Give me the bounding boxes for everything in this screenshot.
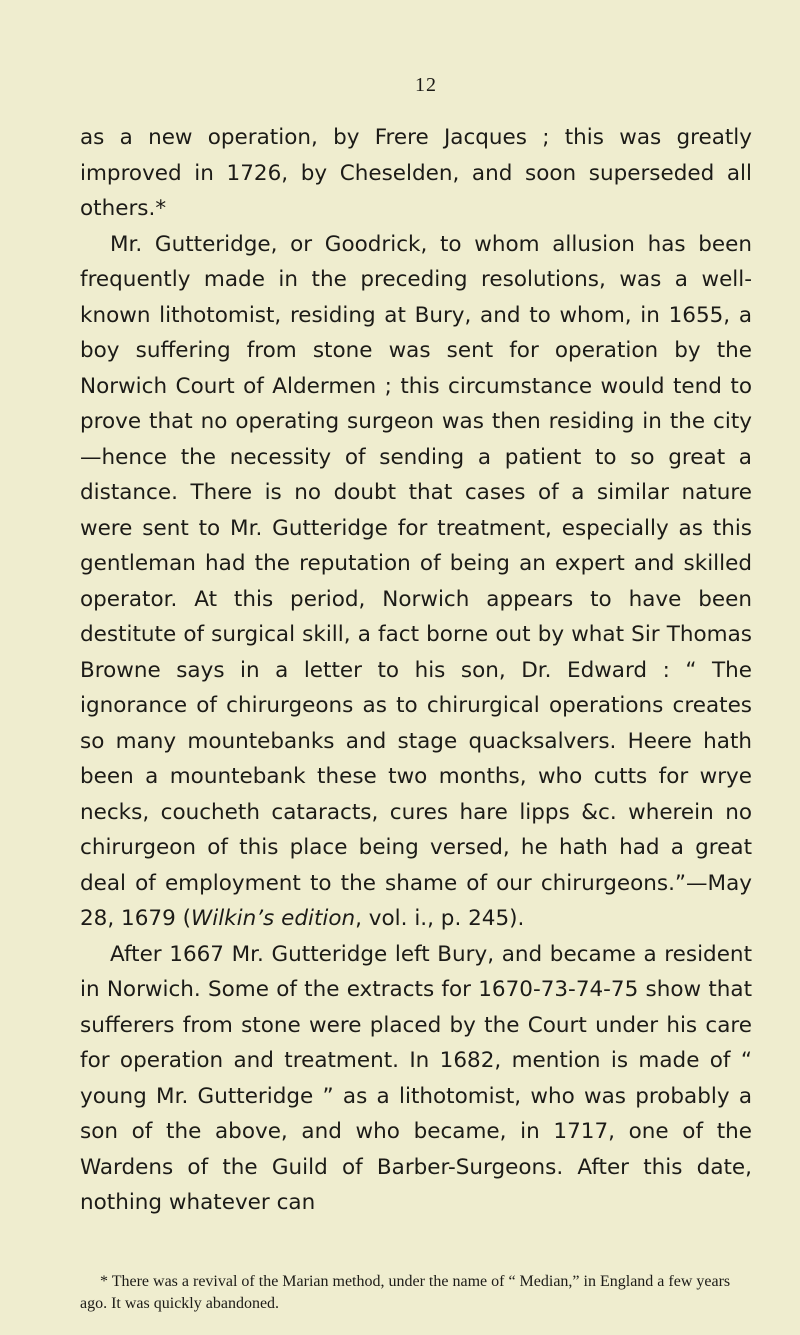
- paragraph-text-after: , vol. i., p. 245).: [355, 906, 525, 931]
- paragraph-gutteridge: [80, 227, 752, 937]
- page-number: 12: [415, 74, 437, 96]
- paragraph-continuation: as a new operation, by Frere Jacques ; this was greatly improved in 1726, by Cheselden, and soon superseded all others.*: [80, 125, 752, 221]
- body-text: [80, 120, 752, 1221]
- italic-citation: Wilkin’s edition: [190, 906, 356, 931]
- paragraph-after-1667: After 1667 Mr. Gutteridge left Bury, and became a resident in Norwich. Some of the extracts for 1670-73-74-75 show that sufferers from stone were placed by the Court under his care for operation and treatment. In 1682, mention is made of “ young Mr. Gutteridge ” as a lithotomist, who was probably a son of the above, and who became, in 1717, one of the Wardens of the Guild of Barber-Surgeons. After this date, nothing whatever can: [80, 941, 752, 1215]
- footnote: [80, 1271, 752, 1315]
- paragraph-text: Mr. Gutteridge, or Goodrick, to whom allusion has been frequently made in the preceding resolutions, was a well-known lithotomist, residing at Bury, and to whom, in 1655, a boy suffering from stone was sent for operation by the Norwich Court of Aldermen ; this circumstance would tend to prove that no operating surgeon was then residing in the city—hence the necessity of sending a patient to so great a distance. There is no doubt that cases of a similar nature were sent to Mr. Gutteridge for treatment, especially as this gentleman had the reputation of being an expert and skilled operator. At this period, Norwich appears to have been destitute of surgical skill, a fact borne out by what Sir Thomas Browne says in a letter to his son, Dr. Edward : “ The ignorance of chirurgeons as to chirurgical operations creates so many mountebanks and stage quacksalvers. Heere hath been a mountebank these two months, who cutts for wrye necks, coucheth cataracts, cures hare lipps &c. wherein no chirurgeon of this place being versed, he hath had a great deal of employment to the shame of our chirurgeons.”—May 28, 1679 (: [80, 231, 752, 931]
- footnote-text: * There was a revival of the Marian method, under the name of “ Median,” in England a few years ago. It was quickly abandoned.: [80, 1273, 731, 1312]
